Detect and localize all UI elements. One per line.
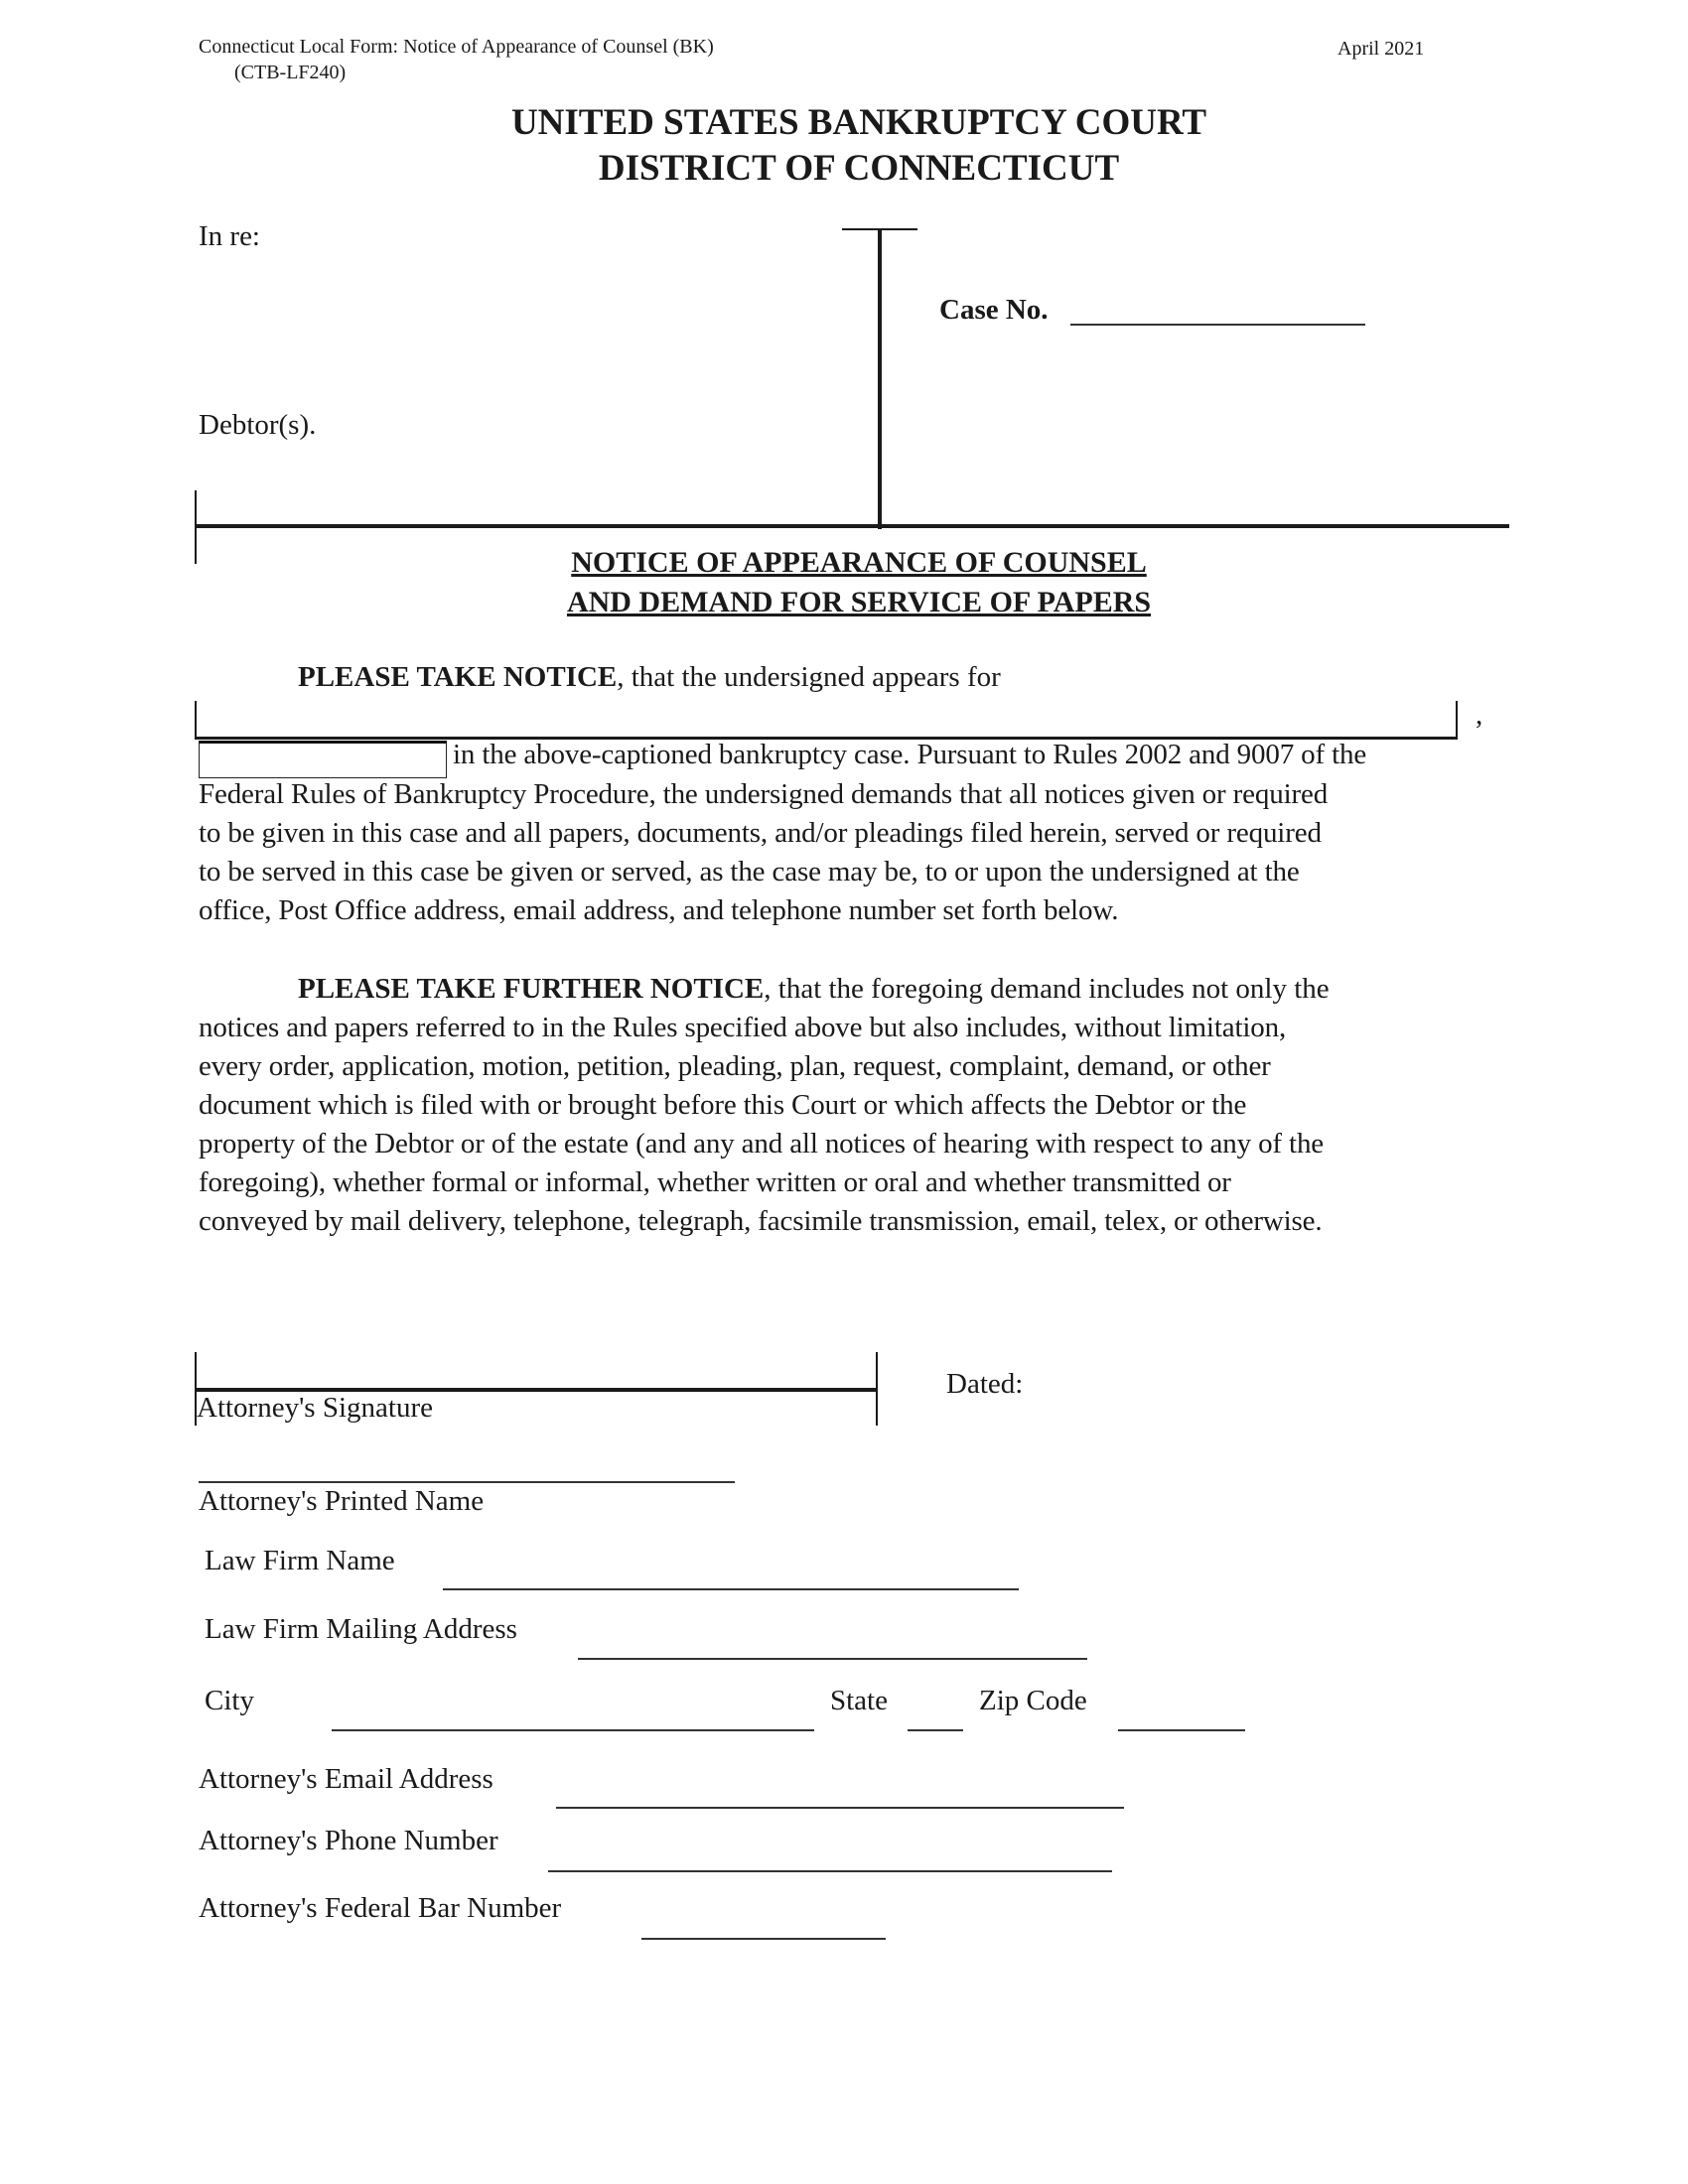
party-field-left-tick: [195, 701, 197, 739]
city-label: City: [205, 1685, 254, 1716]
phone-field[interactable]: [548, 1870, 1112, 1872]
para1-line5: to be served in this case be given or served, as the case may be, to or upon the undersigned at the: [199, 856, 1300, 887]
debtors-label: Debtor(s).: [199, 409, 317, 441]
law-firm-name-field[interactable]: [443, 1588, 1019, 1590]
email-label: Attorney's Email Address: [199, 1763, 493, 1795]
attorney-signature-label: Attorney's Signature: [197, 1392, 433, 1424]
printed-name-field[interactable]: [199, 1481, 735, 1483]
email-field[interactable]: [556, 1807, 1124, 1809]
state-field[interactable]: [908, 1729, 963, 1731]
zip-field[interactable]: [1118, 1729, 1245, 1731]
para1-line3: Federal Rules of Bankruptcy Procedure, the undersigned demands that all notices given or required: [199, 778, 1329, 810]
form-code: (CTB-LF240): [234, 62, 347, 83]
case-no-field[interactable]: [1070, 324, 1365, 326]
form-date: April 2021: [1337, 38, 1425, 60]
para1-lead: PLEASE TAKE NOTICE: [298, 661, 618, 693]
para1-line6: office, Post Office address, email address, and telephone number set forth below.: [199, 894, 1119, 926]
dated-label: Dated:: [946, 1368, 1024, 1400]
court-name: UNITED STATES BANKRUPTCY COURT: [510, 102, 1207, 143]
notice-title-line1: NOTICE OF APPEARANCE OF COUNSEL: [571, 546, 1147, 579]
para2-line5: property of the Debtor or of the estate (and any and all notices of hearing with respect to any of the: [199, 1128, 1325, 1160]
mailing-address-label: Law Firm Mailing Address: [205, 1613, 517, 1645]
bar-number-label: Attorney's Federal Bar Number: [199, 1892, 562, 1924]
para2-line2: notices and papers referred to in the Rules specified above but also includes, without limitation,: [199, 1012, 1287, 1043]
mailing-address-field[interactable]: [578, 1658, 1087, 1660]
party-field-right-tick: [1456, 701, 1458, 739]
printed-name-label: Attorney's Printed Name: [199, 1485, 485, 1517]
para2-line6: foregoing), whether formal or informal, whether written or oral and whether transmitted or: [199, 1166, 1231, 1198]
bar-number-field[interactable]: [641, 1938, 886, 1940]
court-district: DISTRICT OF CONNECTICUT: [598, 148, 1120, 189]
state-label: State: [830, 1685, 888, 1716]
para2-line7: conveyed by mail delivery, telephone, telegraph, facsimile transmission, email, telex, or otherwise.: [199, 1205, 1323, 1237]
caption-bottom-rule: [195, 524, 1509, 528]
para1-line2: in the above-captioned bankruptcy case. Pursuant to Rules 2002 and 9007 of the: [453, 739, 1367, 770]
para2-first-line: [298, 973, 1330, 1006]
para2-lead-rest: , that the foregoing demand includes not only the: [764, 973, 1330, 1005]
phone-label: Attorney's Phone Number: [199, 1825, 498, 1856]
signature-right-tick: [876, 1352, 878, 1426]
party-field-comma: ,: [1476, 699, 1483, 731]
case-no-label: Case No.: [939, 294, 1049, 326]
city-field[interactable]: [332, 1729, 814, 1731]
caption-divider: [878, 228, 882, 529]
form-name: Connecticut Local Form: Notice of Appearance of Counsel (BK): [199, 36, 714, 58]
notice-title-line2: AND DEMAND FOR SERVICE OF PAPERS: [566, 586, 1152, 618]
para1-line4: to be given in this case and all papers, documents, and/or pleadings filed herein, served or required: [199, 817, 1322, 849]
law-firm-name-label: Law Firm Name: [205, 1545, 395, 1576]
party-role-field[interactable]: [199, 741, 447, 778]
para2-line3: every order, application, motion, petition, pleading, plan, request, complaint, demand, or other: [199, 1050, 1271, 1082]
para2-lead: PLEASE TAKE FURTHER NOTICE: [298, 973, 765, 1005]
para2-line4: document which is filed with or brought before this Court or which affects the Debtor or the: [199, 1089, 1247, 1121]
para1-first-line: [298, 661, 1001, 694]
para1-lead-rest: , that the undersigned appears for: [617, 661, 1001, 693]
zip-label: Zip Code: [979, 1685, 1087, 1716]
in-re-label: In re:: [199, 220, 260, 252]
